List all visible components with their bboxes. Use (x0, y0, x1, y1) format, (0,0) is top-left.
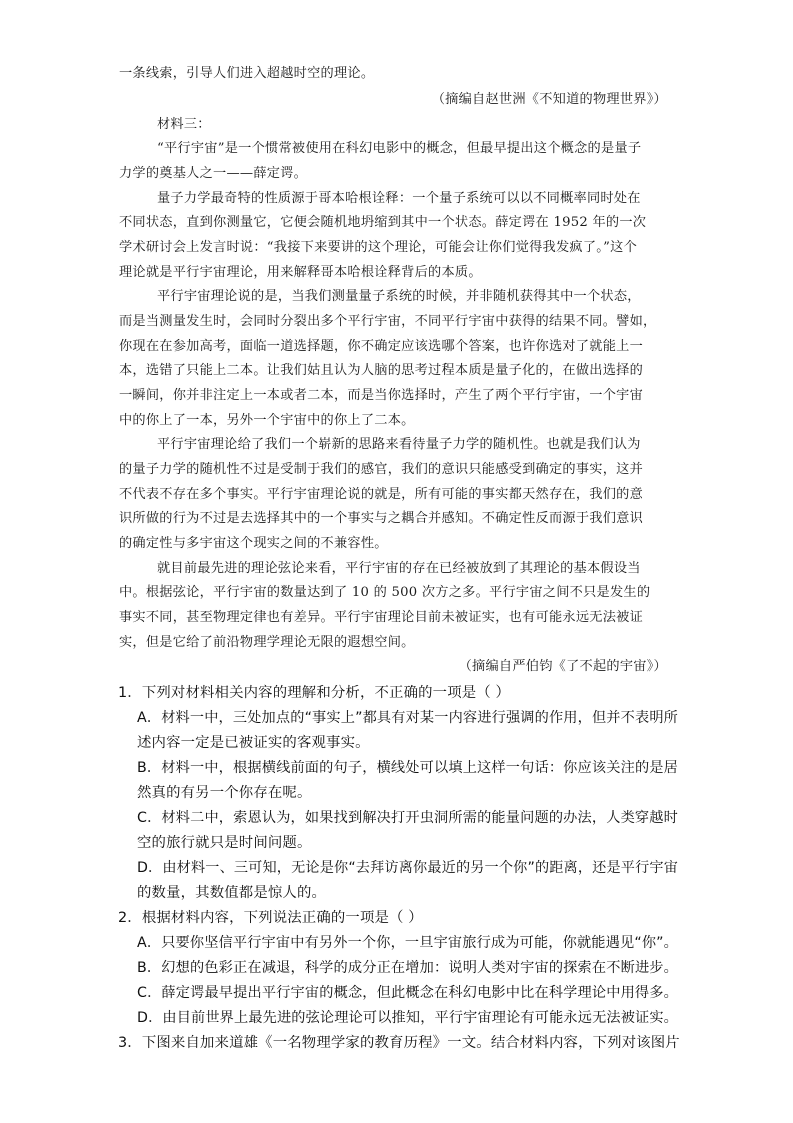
passage-line: 一瞬间，你并非注定上一本或者二本，而是当你选择时，产生了两个平行宇宙，一个宇宙 (119, 388, 644, 403)
option-c-line-1[interactable]: C．材料二中，索恩认为，如果找到解决打开虫洞所需的能量问题的办法，人类穿越时 (137, 810, 678, 826)
passage-line: 一条线索，引导人们进入超越时空的理论。 (119, 66, 375, 81)
option-d-line-1[interactable]: D．由材料一、三可知，无论是你“去拜访离你最近的另一个你”的距离，还是平行宇宙 (137, 860, 679, 876)
passage-line: 不同状态，直到你测量它，它便会随机地坍缩到其中一个状态。薛定谔在 1952 年的一次 (119, 215, 647, 230)
passage-line: 理论就是平行宇宙理论，用来解释哥本哈根诠释背后的本质。 (119, 265, 482, 280)
passage-line: 你现在在参加高考，面临一道选择题，你不确定应该选哪个答案，也许你选对了就能上一 (119, 339, 644, 354)
option-b-line-2[interactable]: 然真的有另一个你存在呢。 (137, 785, 312, 801)
passage-line: 平行宇宙理论给了我们一个崭新的思路来看待量子力学的随机性。也就是我们认为 (157, 437, 641, 452)
option-d-line-2[interactable]: 的数量，其数值都是惊人的。 (137, 885, 327, 901)
passage-line: 就目前最先进的理论弦论来看，平行宇宙的存在已经被放到了其理论的基本假设当 (157, 561, 641, 576)
option-b[interactable]: B．幻想的色彩正在减退，科学的成分正在增加：说明人类对宇宙的探索在不断进步。 (137, 960, 679, 976)
passage-line: 力学的奠基人之一——薛定谔。 (119, 166, 308, 181)
option-a-line-1[interactable]: A．材料一中，三处加点的“事实上”都具有对某一内容进行强调的作用，但并不表明所 (137, 710, 678, 726)
option-d[interactable]: D．由目前世界上最先进的弦论理论可以推知，平行宇宙理论有可能永远无法被证实。 (137, 1010, 679, 1026)
passage-line: 平行宇宙理论说的是，当我们测量量子系统的时候，并非随机获得其中一个状态， (157, 289, 641, 304)
passage-line: 实，但是它给了前沿物理学理论无限的遐想空间。 (119, 635, 415, 650)
question-stem: 2．根据材料内容，下列说法正确的一项是（ ） (118, 910, 423, 926)
question-stem: 1．下列对材料相关内容的理解和分析，不正确的一项是（ ） (118, 685, 511, 701)
source-citation: （摘编自赵世洲《不知道的物理世界》） (431, 92, 667, 107)
material-heading: 材料三： (157, 117, 211, 132)
option-a-line-2[interactable]: 述内容一定是已被证实的客观事实。 (137, 735, 370, 751)
source-citation: （摘编自严伯钧《了不起的宇宙》） (458, 659, 667, 674)
option-a[interactable]: A．只要你坚信平行宇宙中有另外一个你，一旦宇宙旅行成为可能，你就能遇见“你”。 (137, 935, 678, 951)
question-stem: 3．下图来自加来道雄《一名物理学家的教育历程》一文。结合材料内容，下列对该图片 (118, 1035, 680, 1051)
passage-line: 的确定性与多宇宙这个现实之间的不兼容性。 (119, 536, 388, 551)
passage-line: 事实不同，甚至物理定律也有差异。平行宇宙理论目前未被证实，也有可能永远无法被证 (119, 610, 644, 625)
passage-line: “平行宇宙”是一个惯常被使用在科幻电影中的概念，但最早提出这个概念的是量子 (157, 141, 642, 156)
passage-line: 学术研讨会上发言时说：“我接下来要讲的这个理论，可能会让你们觉得我发疯了。”这个 (119, 240, 638, 255)
option-b-line-1[interactable]: B．材料一中，根据横线前面的句子，横线处可以填上这样一句话：你应该关注的是居 (137, 760, 679, 776)
option-c[interactable]: C．薛定谔最早提出平行宇宙的概念，但此概念在科幻电影中比在科学理论中用得多。 (137, 985, 678, 1001)
passage-line: 识所做的行为不过是去选择其中的一个事实与之耦合并感知。不确定性反而源于我们意识 (119, 511, 644, 526)
passage-line: 的量子力学的随机性不过是受制于我们的感官，我们的意识只能感受到确定的事实，这并 (119, 462, 644, 477)
passage-line: 中的你上了一本，另外一个宇宙中的你上了二本。 (119, 413, 415, 428)
passage-line: 量子力学最奇特的性质源于哥本哈根诠释：一个量子系统可以以不同概率同时处在 (157, 191, 641, 206)
passage-line: 不代表不存在多个事实。平行宇宙理论说的就是，所有可能的事实都天然存在，我们的意 (119, 487, 644, 502)
passage-line: 而是当测量发生时，会同时分裂出多个平行宇宙，不同平行宇宙中获得的结果不同。譬如， (119, 314, 657, 329)
passage-line: 本，选错了只能上二本。让我们姑且认为人脑的思考过程本质是量子化的，在做出选择的 (119, 363, 644, 378)
passage-line: 中。根据弦论，平行宇宙的数量达到了 10 的 500 次方之多。平行宇宙之间不只是发生的 (119, 585, 651, 600)
option-c-line-2[interactable]: 空的旅行就只是时间问题。 (137, 835, 312, 851)
